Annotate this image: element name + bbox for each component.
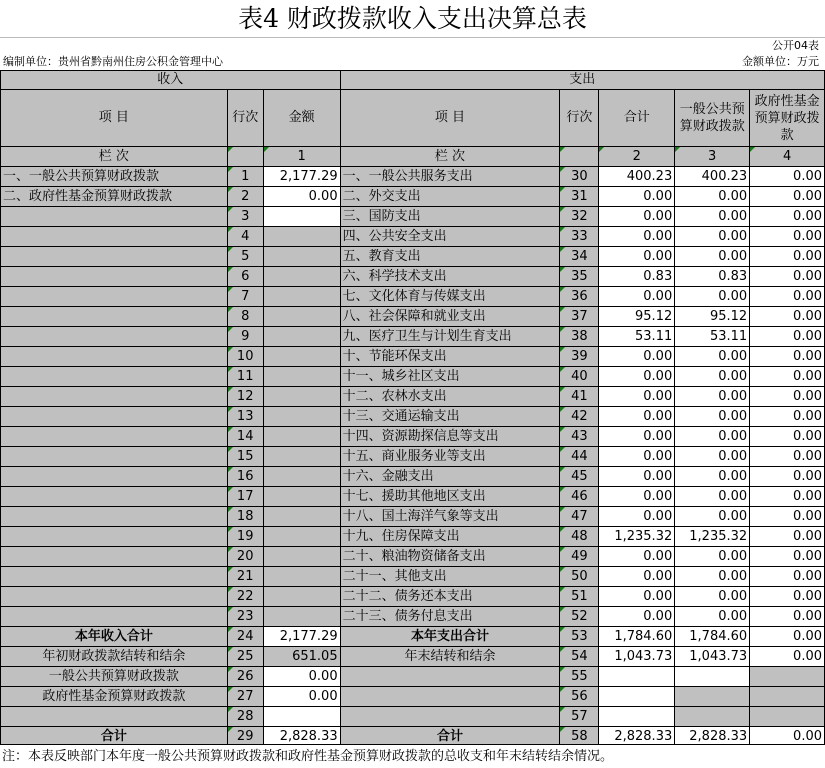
income-amount[interactable]: [263, 467, 340, 487]
table-row: [1, 307, 825, 327]
expense-item: 二十一、其他支出: [340, 567, 560, 587]
row-no: 27: [227, 687, 263, 707]
income-item: [1, 307, 228, 327]
table-row: [1, 447, 825, 467]
expense-total[interactable]: 0.00: [599, 427, 675, 447]
income-total-amount[interactable]: 2,177.29: [263, 627, 340, 647]
row-no: 1: [227, 167, 263, 187]
income-item: [1, 327, 228, 347]
expense-total-label: 本年支出合计: [340, 627, 560, 647]
expense-total[interactable]: 0.00: [599, 607, 675, 627]
opening-balance-label: 年初财政拨款结转和结余: [1, 647, 228, 667]
expense-gov-fund[interactable]: 0.00: [750, 607, 825, 627]
expense-item: 八、社会保障和就业支出: [340, 307, 560, 327]
expense-column-label: 栏 次: [340, 147, 560, 167]
blank-cell: [675, 687, 750, 707]
opening-balance-amount[interactable]: 651.05: [263, 647, 340, 667]
blank-cell: [340, 687, 560, 707]
expense-item: 二十、粮油物资储备支出: [340, 547, 560, 567]
row-no: 56: [560, 687, 599, 707]
expense-total[interactable]: 95.12: [599, 307, 675, 327]
report-title: 表4 财政拨款收入支出决算总表: [238, 4, 587, 33]
income-item: [1, 407, 228, 427]
income-item: [1, 367, 228, 387]
expense-gov-fund[interactable]: 0.00: [750, 267, 825, 287]
row-no: 21: [227, 567, 263, 587]
title-divider: [0, 37, 825, 38]
expense-general-budget[interactable]: 95.12: [675, 307, 750, 327]
row-no: 36: [560, 287, 599, 307]
income-amount[interactable]: 0.00: [263, 187, 340, 207]
blank-cell: [675, 707, 750, 727]
row-no: 2: [227, 187, 263, 207]
expense-general-budget[interactable]: 0.00: [675, 227, 750, 247]
expense-total[interactable]: 0.00: [599, 587, 675, 607]
income-amount[interactable]: [263, 427, 340, 447]
table-row: [1, 427, 825, 447]
table-row: [1, 187, 825, 207]
blank-cell[interactable]: [599, 687, 675, 707]
income-amount[interactable]: [263, 567, 340, 587]
expense-item: 二十二、债务还本支出: [340, 587, 560, 607]
row-no: 13: [227, 407, 263, 427]
row-no: 16: [227, 467, 263, 487]
expense-total[interactable]: 0.00: [599, 447, 675, 467]
blank-cell[interactable]: [263, 707, 340, 727]
expense-gov-fund[interactable]: 0.00: [750, 527, 825, 547]
expense-gov-fund[interactable]: 0.00: [750, 507, 825, 527]
expense-general-budget[interactable]: 0.00: [675, 487, 750, 507]
expense-general-budget[interactable]: 0.00: [675, 287, 750, 307]
blank-cell[interactable]: [599, 667, 675, 687]
expense-total[interactable]: 1,235.32: [599, 527, 675, 547]
expense-general-budget[interactable]: 0.00: [675, 607, 750, 627]
row-no: 54: [560, 647, 599, 667]
grand-income-amount[interactable]: 2,828.33: [263, 727, 340, 747]
expense-total[interactable]: 0.00: [599, 567, 675, 587]
row-no: 42: [560, 407, 599, 427]
budget-table: [0, 70, 825, 747]
expense-item: 十五、商业服务业等支出: [340, 447, 560, 467]
income-item: [1, 467, 228, 487]
row-no: 52: [560, 607, 599, 627]
income-item: [1, 507, 228, 527]
income-item: [1, 227, 228, 247]
expense-total[interactable]: 0.00: [599, 467, 675, 487]
income-item: [1, 527, 228, 547]
income-item: [1, 387, 228, 407]
income-item: [1, 347, 228, 367]
row-no: 44: [560, 447, 599, 467]
row-no: 25: [227, 647, 263, 667]
expense-total[interactable]: 0.00: [599, 387, 675, 407]
grand-income-label: 合计: [1, 727, 228, 747]
row-no: 32: [560, 207, 599, 227]
row-no: 10: [227, 347, 263, 367]
row-no: 3: [227, 207, 263, 227]
expense-item: 二十三、债务付息支出: [340, 607, 560, 627]
income-amount[interactable]: [263, 347, 340, 367]
income-amount[interactable]: [263, 487, 340, 507]
expense-general-budget[interactable]: 0.00: [675, 367, 750, 387]
income-item: [1, 567, 228, 587]
expense-general-budget[interactable]: 0.00: [675, 207, 750, 227]
table-row: [1, 167, 825, 187]
table-row: [1, 287, 825, 307]
income-item: [1, 267, 228, 287]
col-index-3: 3: [675, 147, 750, 167]
col-index-2: 2: [599, 147, 675, 167]
expense-general-budget[interactable]: 0.00: [675, 507, 750, 527]
table-row: [1, 267, 825, 287]
table-row: [1, 227, 825, 247]
row-no: 39: [560, 347, 599, 367]
grand-expense-general[interactable]: 2,828.33: [675, 727, 750, 747]
expense-row-no-header: 行次: [560, 90, 599, 147]
expense-gov-fund[interactable]: 0.00: [750, 187, 825, 207]
expense-item: 十、节能环保支出: [340, 347, 560, 367]
expense-general-budget[interactable]: 0.00: [675, 187, 750, 207]
expense-total[interactable]: 0.00: [599, 207, 675, 227]
table-row: [1, 707, 825, 727]
income-amount[interactable]: [263, 267, 340, 287]
expense-item: 十七、援助其他地区支出: [340, 487, 560, 507]
table-row: [1, 667, 825, 687]
opening-general-amount[interactable]: 0.00: [263, 667, 340, 687]
expense-general-budget[interactable]: 0.00: [675, 447, 750, 467]
expense-general-budget[interactable]: 0.00: [675, 567, 750, 587]
expense-item: 十二、农林水支出: [340, 387, 560, 407]
expense-general-budget[interactable]: 1,235.32: [675, 527, 750, 547]
reporting-unit: 编制单位：贵州省黔南州住房公积金管理中心: [3, 55, 223, 68]
gov-fund-header: 政府性基金预算财政拨款: [750, 90, 825, 147]
expense-total-general[interactable]: 1,784.60: [675, 627, 750, 647]
table-row: [1, 247, 825, 267]
expense-item: 一、一般公共服务支出: [340, 167, 560, 187]
expense-item-header: 项 目: [340, 90, 560, 147]
row-no: 9: [227, 327, 263, 347]
income-item: [1, 487, 228, 507]
income-header: 收入: [1, 71, 341, 90]
expense-item: 十八、国土海洋气象等支出: [340, 507, 560, 527]
expense-general-budget[interactable]: 0.83: [675, 267, 750, 287]
general-budget-header: 一般公共预算财政拨款: [675, 90, 750, 147]
expense-gov-fund[interactable]: 0.00: [750, 567, 825, 587]
row-no: 23: [227, 607, 263, 627]
row-no: 31: [560, 187, 599, 207]
footnote: 注：本表反映部门本年度一般公共预算财政拨款和政府性基金预算财政拨款的总收支和年末结转结余情况。: [0, 744, 825, 767]
income-amount[interactable]: [263, 527, 340, 547]
income-amount[interactable]: [263, 287, 340, 307]
row-no: 6: [227, 267, 263, 287]
income-item: [1, 607, 228, 627]
opening-general-label: 一般公共预算财政拨款: [1, 667, 228, 687]
expense-item: 四、公共安全支出: [340, 227, 560, 247]
income-amount[interactable]: [263, 447, 340, 467]
expense-gov-fund[interactable]: 0.00: [750, 447, 825, 467]
table-row: [1, 547, 825, 567]
table-row: [1, 687, 825, 707]
table-row: [1, 507, 825, 527]
table-row: [1, 467, 825, 487]
income-total-label: 本年收入合计: [1, 627, 228, 647]
expense-total[interactable]: 0.00: [599, 507, 675, 527]
expense-gov-fund[interactable]: 0.00: [750, 327, 825, 347]
income-item-header: 项 目: [1, 90, 228, 147]
row-no: 47: [560, 507, 599, 527]
table-row: [1, 367, 825, 387]
expense-total[interactable]: 400.23: [599, 167, 675, 187]
income-amount[interactable]: [263, 507, 340, 527]
expense-gov-fund[interactable]: 0.00: [750, 387, 825, 407]
income-item: 二、政府性基金预算财政拨款: [1, 187, 228, 207]
expense-gov-fund[interactable]: 0.00: [750, 167, 825, 187]
expense-item: 七、文化体育与传媒支出: [340, 287, 560, 307]
row-no: 30: [560, 167, 599, 187]
expense-total[interactable]: 0.00: [599, 487, 675, 507]
row-no: 11: [227, 367, 263, 387]
expense-total-total[interactable]: 1,784.60: [599, 627, 675, 647]
table-code: 公开04表: [772, 39, 819, 52]
table-row: [1, 487, 825, 507]
row-no: 40: [560, 367, 599, 387]
blank-cell: [1, 707, 228, 727]
expense-total[interactable]: 0.00: [599, 407, 675, 427]
expense-total[interactable]: 0.00: [599, 227, 675, 247]
expense-general-budget[interactable]: 0.00: [675, 547, 750, 567]
income-amount[interactable]: [263, 367, 340, 387]
income-row-no-header: 行次: [227, 90, 263, 147]
expense-column-blank: [560, 147, 599, 167]
expense-item: 六、科学技术支出: [340, 267, 560, 287]
expense-general-budget[interactable]: 0.00: [675, 247, 750, 267]
income-item: [1, 247, 228, 267]
row-no: 53: [560, 627, 599, 647]
table-row: [1, 647, 825, 667]
income-column-label: 栏 次: [1, 147, 228, 167]
row-no: 50: [560, 567, 599, 587]
row-no: 5: [227, 247, 263, 267]
row-no: 43: [560, 427, 599, 447]
income-amount[interactable]: [263, 547, 340, 567]
income-amount[interactable]: [263, 607, 340, 627]
row-no: 41: [560, 387, 599, 407]
expense-item: 五、教育支出: [340, 247, 560, 267]
income-amount[interactable]: [263, 587, 340, 607]
expense-gov-fund[interactable]: 0.00: [750, 247, 825, 267]
income-item: [1, 287, 228, 307]
income-amount[interactable]: [263, 387, 340, 407]
row-no: 15: [227, 447, 263, 467]
expense-item: 十三、交通运输支出: [340, 407, 560, 427]
expense-item: 三、国防支出: [340, 207, 560, 227]
closing-balance-label: 年末结转和结余: [340, 647, 560, 667]
row-no: 46: [560, 487, 599, 507]
income-item: [1, 587, 228, 607]
expense-total[interactable]: 0.00: [599, 347, 675, 367]
income-item: [1, 207, 228, 227]
expense-general-budget[interactable]: 0.00: [675, 587, 750, 607]
expense-total[interactable]: 0.00: [599, 547, 675, 567]
row-no: 33: [560, 227, 599, 247]
expense-total-header: 合计: [599, 90, 675, 147]
income-item: [1, 427, 228, 447]
expense-gov-fund[interactable]: 0.00: [750, 307, 825, 327]
table-row: [1, 327, 825, 347]
row-no: 45: [560, 467, 599, 487]
expense-total[interactable]: 0.00: [599, 287, 675, 307]
income-item: [1, 447, 228, 467]
row-no: 58: [560, 727, 599, 747]
row-no: 22: [227, 587, 263, 607]
income-amount[interactable]: [263, 227, 340, 247]
expense-item: 二、外交支出: [340, 187, 560, 207]
row-no: 20: [227, 547, 263, 567]
row-no: 34: [560, 247, 599, 267]
row-no: 38: [560, 327, 599, 347]
row-no: 18: [227, 507, 263, 527]
closing-balance-general[interactable]: 1,043.73: [675, 647, 750, 667]
expense-general-budget[interactable]: 0.00: [675, 467, 750, 487]
expense-gov-fund[interactable]: 0.00: [750, 407, 825, 427]
expense-general-budget[interactable]: 0.00: [675, 387, 750, 407]
row-no: 29: [227, 727, 263, 747]
grand-expense-fund[interactable]: 0.00: [750, 727, 825, 747]
expense-item: 九、医疗卫生与计划生育支出: [340, 327, 560, 347]
opening-fund-amount[interactable]: 0.00: [263, 687, 340, 707]
expense-gov-fund[interactable]: 0.00: [750, 367, 825, 387]
table-row: [1, 387, 825, 407]
expense-header: 支出: [340, 71, 824, 90]
income-amount[interactable]: [263, 407, 340, 427]
expense-total[interactable]: 0.00: [599, 367, 675, 387]
currency-unit: 金额单位：万元: [742, 55, 819, 68]
row-no: 48: [560, 527, 599, 547]
row-no: 17: [227, 487, 263, 507]
table-row: [1, 567, 825, 587]
expense-gov-fund[interactable]: 0.00: [750, 547, 825, 567]
expense-gov-fund[interactable]: 0.00: [750, 427, 825, 447]
expense-gov-fund[interactable]: 0.00: [750, 587, 825, 607]
col-index-1: 1: [263, 147, 340, 167]
row-no: 26: [227, 667, 263, 687]
blank-cell[interactable]: [675, 667, 750, 687]
income-item: [1, 547, 228, 567]
income-amount[interactable]: [263, 307, 340, 327]
row-no: 4: [227, 227, 263, 247]
expense-general-budget[interactable]: 0.00: [675, 427, 750, 447]
expense-general-budget[interactable]: 0.00: [675, 347, 750, 367]
expense-gov-fund[interactable]: 0.00: [750, 227, 825, 247]
blank-cell: [750, 687, 825, 707]
table-row: [1, 627, 825, 647]
expense-item: 十一、城乡社区支出: [340, 367, 560, 387]
blank-cell: [750, 667, 825, 687]
income-amount[interactable]: [263, 327, 340, 347]
row-no: 14: [227, 427, 263, 447]
expense-general-budget[interactable]: 400.23: [675, 167, 750, 187]
row-no: 49: [560, 547, 599, 567]
row-no: 28: [227, 707, 263, 727]
income-amount-header: 金额: [263, 90, 340, 147]
expense-gov-fund[interactable]: 0.00: [750, 347, 825, 367]
expense-general-budget[interactable]: 53.11: [675, 327, 750, 347]
table-row: [1, 347, 825, 367]
row-no: 51: [560, 587, 599, 607]
table-row: [1, 587, 825, 607]
grand-expense-total[interactable]: 2,828.33: [599, 727, 675, 747]
opening-fund-label: 政府性基金预算财政拨款: [1, 687, 228, 707]
blank-cell[interactable]: [599, 707, 675, 727]
expense-item: 十六、金融支出: [340, 467, 560, 487]
expense-total[interactable]: 0.00: [599, 247, 675, 267]
expense-gov-fund[interactable]: 0.00: [750, 207, 825, 227]
expense-gov-fund[interactable]: 0.00: [750, 467, 825, 487]
income-column-blank: [227, 147, 263, 167]
row-no: 7: [227, 287, 263, 307]
expense-gov-fund[interactable]: 0.00: [750, 487, 825, 507]
closing-balance-fund[interactable]: 0.00: [750, 647, 825, 667]
table-row: [1, 607, 825, 627]
expense-item: 十九、住房保障支出: [340, 527, 560, 547]
table-row: [1, 407, 825, 427]
col-index-4: 4: [750, 147, 825, 167]
row-no: 8: [227, 307, 263, 327]
expense-total[interactable]: 0.83: [599, 267, 675, 287]
table-row: [1, 207, 825, 227]
blank-cell: [340, 707, 560, 727]
row-no: 24: [227, 627, 263, 647]
closing-balance-total[interactable]: 1,043.73: [599, 647, 675, 667]
table-row: [1, 527, 825, 547]
expense-total[interactable]: 53.11: [599, 327, 675, 347]
expense-item: 十四、资源勘探信息等支出: [340, 427, 560, 447]
blank-cell: [750, 707, 825, 727]
income-item: 一、一般公共预算财政拨款: [1, 167, 228, 187]
expense-total-fund[interactable]: 0.00: [750, 627, 825, 647]
row-no: 37: [560, 307, 599, 327]
row-no: 57: [560, 707, 599, 727]
income-amount[interactable]: 2,177.29: [263, 167, 340, 187]
row-no: 35: [560, 267, 599, 287]
row-no: 12: [227, 387, 263, 407]
income-amount[interactable]: [263, 207, 340, 227]
detail-rows: [1, 167, 825, 627]
row-no: 55: [560, 667, 599, 687]
row-no: 19: [227, 527, 263, 547]
income-amount[interactable]: [263, 247, 340, 267]
expense-general-budget[interactable]: 0.00: [675, 407, 750, 427]
blank-cell: [340, 667, 560, 687]
expense-gov-fund[interactable]: 0.00: [750, 287, 825, 307]
expense-total[interactable]: 0.00: [599, 187, 675, 207]
grand-expense-label: 合计: [340, 727, 560, 747]
